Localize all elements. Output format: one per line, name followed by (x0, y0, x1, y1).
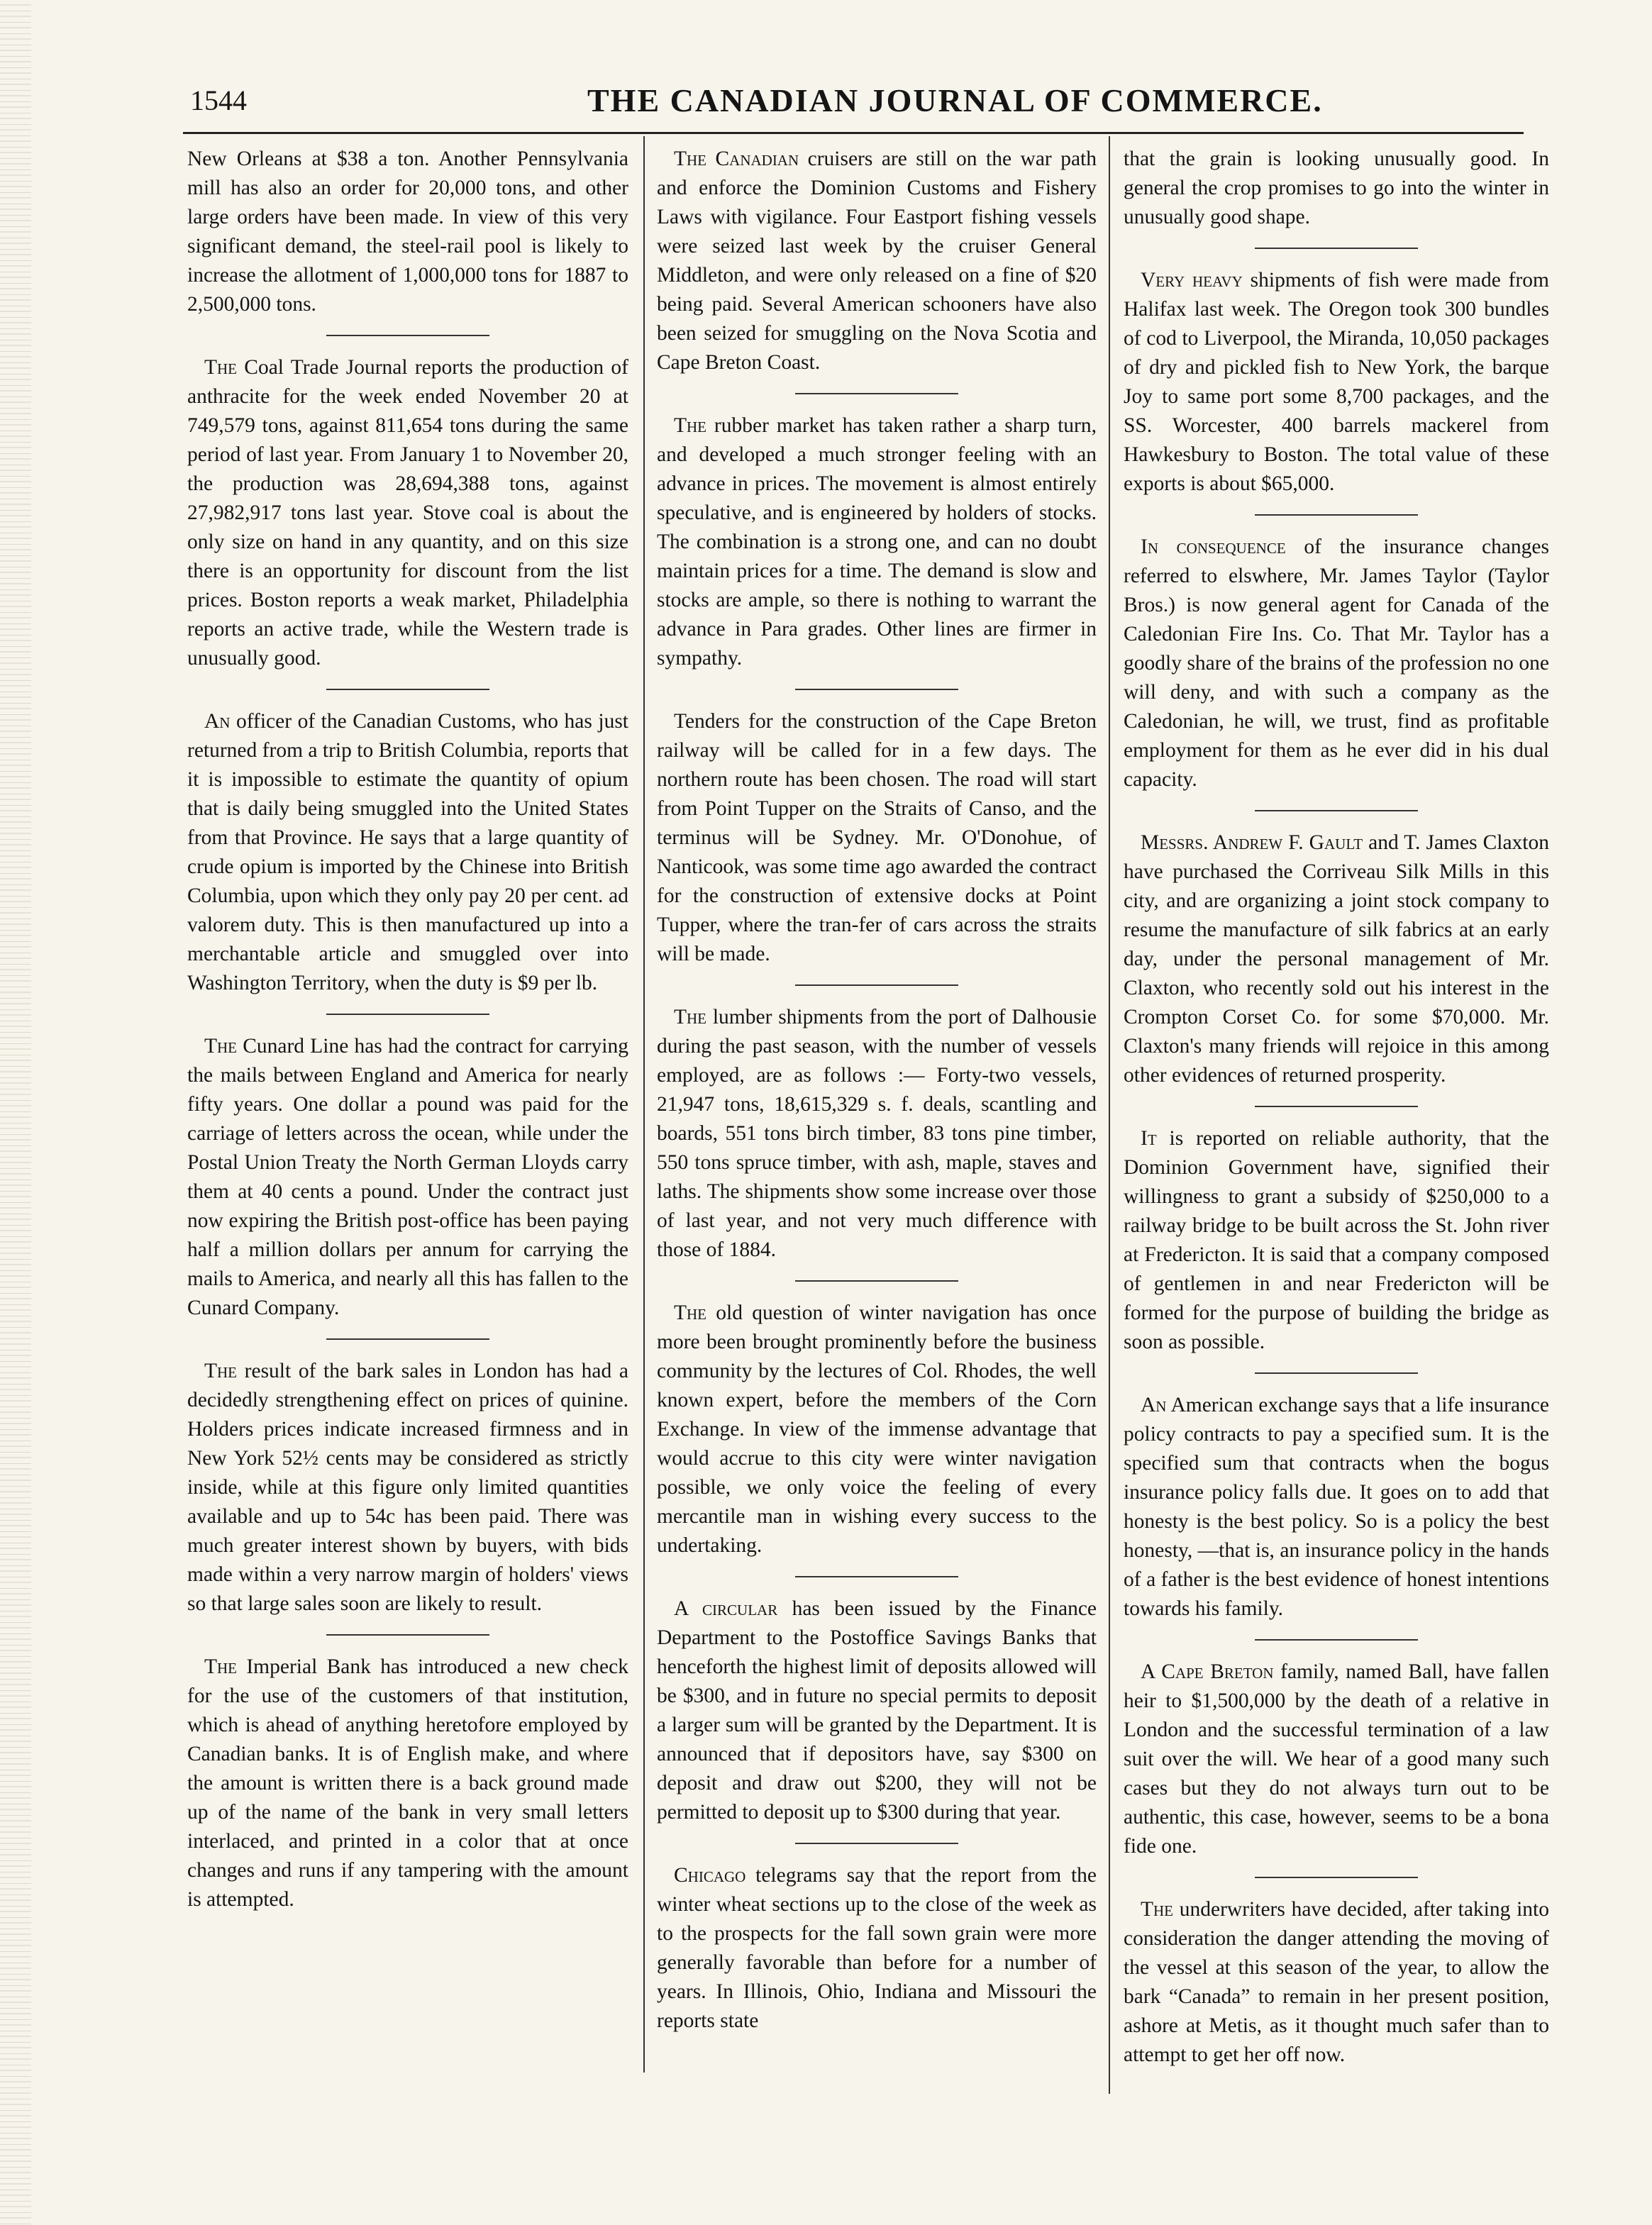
article-paragraph: It is reported on reliable authority, that the Dominion Government have, signified their willingness to grant a subsidy of $250,000 to a railway bridge to be built across the St. John river at Fredericton. It is said that a company composed of gentlemen in and near Fredericton will be formed for the purpose of building the bridge as soon as possible. (1124, 1127, 1550, 1353)
column-2 (657, 145, 1097, 2036)
article-divider (1255, 248, 1418, 249)
article-paragraph: The underwriters have decided, after taking into consideration the danger attending the moving of the vessel at this season of the year, to allow the bark “Canada” to remain in her present position, ashore at Metis, as it thought much safer than to attempt to get her off now. (1124, 1898, 1550, 2066)
article-paragraph: The Imperial Bank has introduced a new check for the use of the customers of that institution, which is ahead of anything heretofore employed by Canadian banks. It is of English make, and where the amount is written there is a back ground made up of the name of the bank in very small letters interlaced, and printed in a color that at once changes and runs if any tampering with the amount is attempted. (187, 1655, 628, 1911)
article-divider (1255, 1877, 1418, 1878)
article-paragraph: Tenders for the construction of the Cape Breton railway will be called for in a few days. The northern route has been chosen. The road will start from Point Tupper on the Straits of Canso, and the terminus will be Sydney. Mr. O'Donohue, of Nanticook, was some time ago awarded the contract for the construction of extensive docks at Point Tupper, where the tran-fer of cars across the straits will be made. (657, 710, 1097, 965)
article-paragraph: The result of the bark sales in London has had a decidedly strengthening effect on prices of quinine. Holders prices indicate increased firmness and in New York 52½ cents may be considered as strictly inside, while at this figure only limited quantities available and up to 54c has been paid. There was much greater interest shown by buyers, with bids made within a very narrow margin of holders' views so that large sales soon are likely to result. (187, 1360, 629, 1615)
column-rule (1109, 136, 1110, 2094)
article-divider (795, 1576, 958, 1577)
article-divider (795, 984, 958, 986)
article-paragraph: The rubber market has taken rather a sharp turn, and developed a much stronger feeling with an advance in prices. The movement is almost entirely speculative, and is engineered by holders of stocks. The combination is a strong one, and can no doubt maintain prices for a time. The demand is slow and stocks are ample, so there is nothing to warrant the advance in Para grades. Other lines are firmer in sympathy. (657, 414, 1097, 670)
article-paragraph: Messrs. Andrew F. Gault and T. James Claxton have purchased the Corriveau Silk Mills in this city, and are organizing a joint stock company to resume the manufacture of silk fabrics at an early day, under the personal management of Mr. Claxton, who recently sold out his interest in the Crompton Corset Co. for some $70,000. Mr. Claxton's many friends will rejoice in this among other evidences of returned prosperity. (1124, 831, 1550, 1087)
article-paragraph: A circular has been issued by the Finance Department to the Postoffice Savings Banks that henceforth the highest limit of deposits allowed will be $300, and in future no special permits to deposit a larger sum will be granted by the Department. It is announced that if depositors have, say $300 on deposit and draw out $200, they will not be permitted to deposit up to $300 during that year. (657, 1597, 1097, 1824)
article-paragraph: A Cape Breton family, named Ball, have fallen heir to $1,500,000 by the death of a relative in London and the successful termination of a law suit over the will. We hear of a good many such cases but they do not always turn out to be authentic, this case, however, seems to be a bona fide one. (1124, 1660, 1549, 1858)
article-paragraph: The Cunard Line has had the contract for carrying the mails between England and America for nearly fifty years. One dollar a pound was paid for the carriage of letters across the ocean, while under the Postal Union Treaty the North German Lloyds carry them at 40 cents a pound. Under the contract just now expiring the British post-office has been paying half a million dollars per annum for carrying the mails to America, and nearly all this has fallen to the Cunard Company. (187, 1035, 628, 1319)
scan-binding-edge (0, 0, 31, 2225)
article-paragraph: New Orleans at $38 a ton. Another Pennsylvania mill has also an order for 20,000 tons, and other large orders have been made. In view of this very significant demand, the steel-rail pool is likely to increase the allotment of 1,000,000 tons for 1887 to 2,500,000 tons. (187, 148, 628, 316)
column-rule (643, 136, 645, 2073)
article-divider (1255, 1372, 1418, 1374)
article-paragraph: In consequence of the insurance changes referred to elswhere, Mr. James Taylor (Taylor Bros.) is now general agent for Canada of the Caledonian Fire Ins. Co. That Mr. Taylor has a goodly share of the brains of the profession no one will deny, and with such a company as the Caledonian, he will, we trust, find as profitable employment for them as he ever did in his dual capacity. (1124, 536, 1550, 791)
article-divider (1255, 1639, 1418, 1641)
journal-title: THE CANADIAN JOURNAL OF COMMERCE. (587, 82, 1323, 118)
article-divider (1255, 514, 1418, 516)
page-number: 1544 (190, 84, 247, 116)
header-rule (183, 132, 1524, 134)
article-paragraph: The Coal Trade Journal reports the production of anthracite for the week ended November 20 at 749,579 tons, against 811,654 tons during the same period of last year. From January 1 to November 20, the production was 28,694,388 tons, against 27,982,917 tons last year. Stove coal is about the only size on hand in any quantity, and on this size there is an opportunity for discount from the list prices. Boston reports a weak market, Philadelphia reports an active trade, while the Western trade is unusually good. (187, 356, 628, 670)
article-divider (1255, 810, 1418, 811)
article-divider (795, 1280, 958, 1282)
article-divider (1255, 1106, 1418, 1107)
article-paragraph: The old question of winter navigation has once more been brought prominently before the business community by the lectures of Col. Rhodes, the well known expert, before the members of the Corn Exchange. In view of the immense advantage that would accrue to this city were winter navigation possible, we only voice the feeling of every mercantile man in wishing every success to the undertaking. (657, 1302, 1097, 1557)
article-divider (326, 1014, 489, 1015)
article-paragraph: An American exchange says that a life insurance policy contracts to pay a specified sum. It is the specified sum that contracts when the bogus insurance policy falls due. It goes on to add that honesty is the best policy. So is a policy the best honesty, —that is, an insurance policy in the hands of a father is the best evidence of honest intentions towards his family. (1124, 1394, 1549, 1620)
article-paragraph: The Canadian cruisers are still on the war path and enforce the Dominion Customs and Fishery Laws with vigilance. Four Eastport fishing vessels were seized last week by the cruiser General Middleton, and were only released on a fine of $20 being paid. Several American schooners have also been seized for smuggling on the Nova Scotia and Cape Breton Coast. (657, 148, 1097, 374)
article-paragraph: Chicago telegrams say that the report from the winter wheat sections up to the close of the week as to the prospects for the fall sown grain were more generally favorable than before for a number of years. In Illinois, Ohio, Indiana and Missouri the reports state (657, 1864, 1097, 2032)
page-header (190, 84, 1524, 133)
column-3 (1124, 145, 1549, 2070)
article-paragraph: that the grain is looking unusually good. In general the crop promises to go into the winter in unusually good shape. (1124, 148, 1549, 228)
article-divider (326, 689, 489, 690)
article-paragraph: An officer of the Canadian Customs, who has just returned from a trip to British Columbia, reports that it is impossible to estimate the quantity of opium that is daily being smuggled into the United States from that Province. He says that a large quantity of crude opium is imported by the Chinese into British Columbia, upon which they only pay 20 per cent. ad valorem duty. This is then manufactured up into a merchantable article and smuggled over into Washington Territory, when the duty is $9 per lb. (187, 710, 629, 994)
article-divider (795, 689, 958, 690)
column-1 (187, 145, 628, 1914)
article-divider (326, 335, 489, 336)
article-divider (326, 1338, 489, 1340)
article-divider (326, 1634, 489, 1636)
article-divider (795, 1843, 958, 1844)
article-divider (795, 393, 958, 394)
article-paragraph: Very heavy shipments of fish were made from Halifax last week. The Oregon took 300 bundles of cod to Liverpool, the Miranda, 10,050 packages of dry and pickled fish to New York, the barque Joy to same port some 8,700 packages, and the SS. Worcester, 400 barrels mackerel from Hawkesbury to Boston. The total value of these exports is about $65,000. (1124, 269, 1549, 495)
article-paragraph: The lumber shipments from the port of Dalhousie during the past season, with the number of vessels employed, are as follows :— Forty-two vessels, 21,947 tons, 18,615,329 s. f. deals, scantling and boards, 551 tons birch timber, 83 tons pine timber, 550 tons spruce timber, with ash, maple, staves and laths. The shipments show some increase over those of last year, and not very much difference with those of 1884. (657, 1006, 1097, 1261)
